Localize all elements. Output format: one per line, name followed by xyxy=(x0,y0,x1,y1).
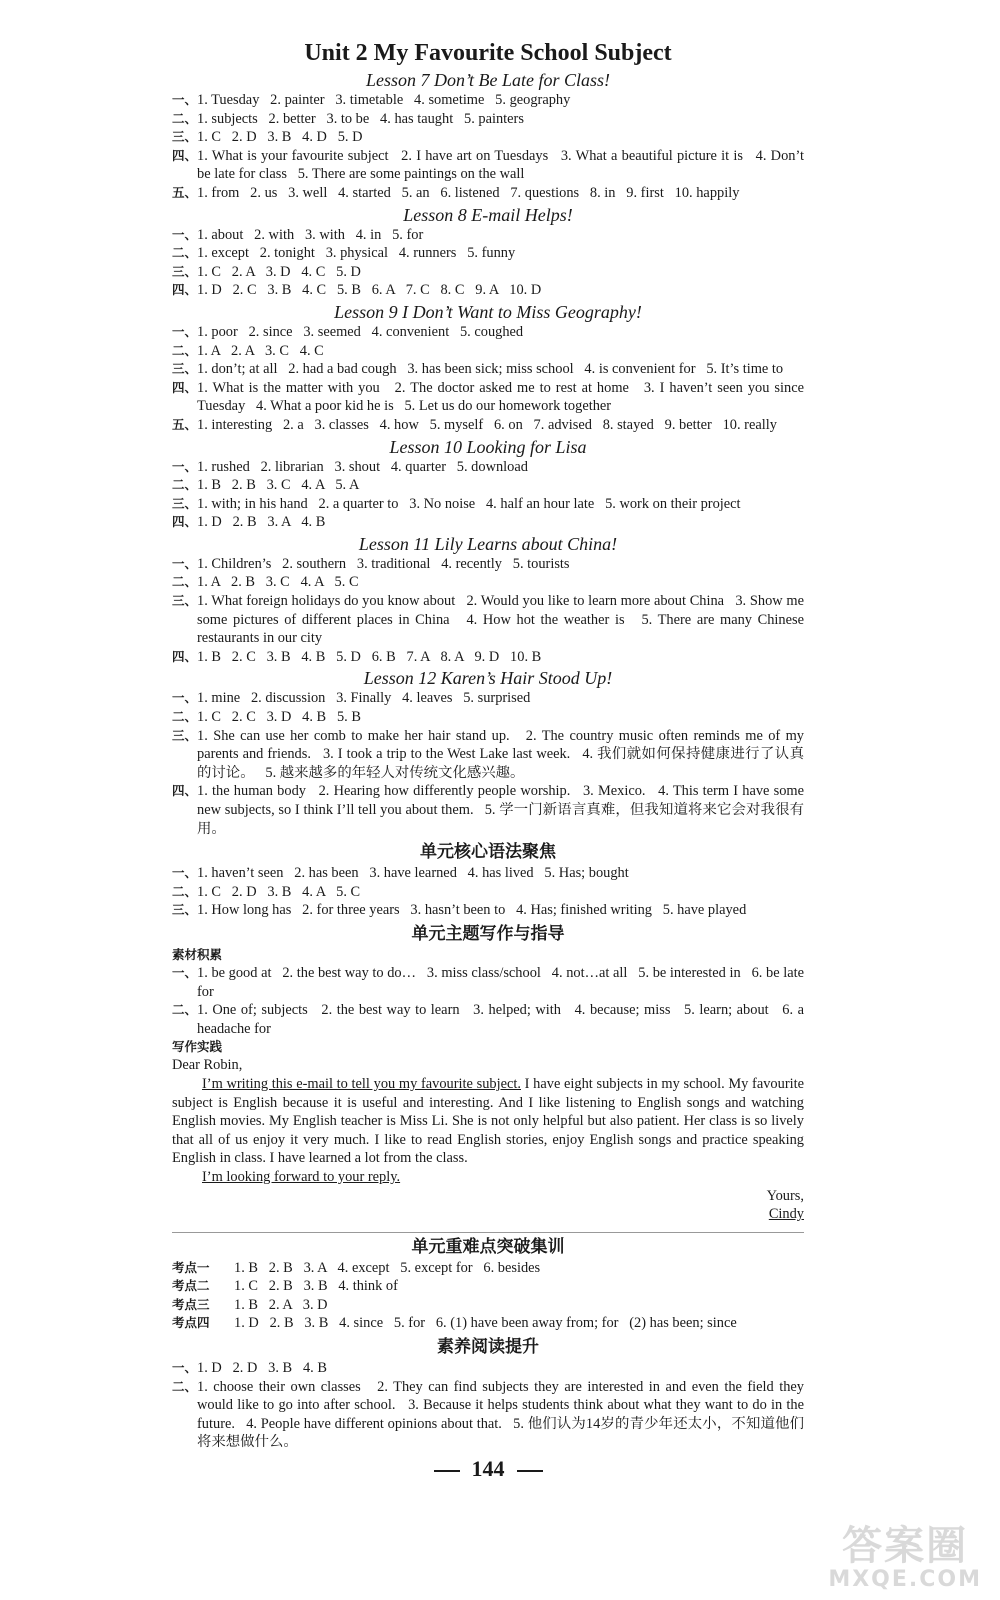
answer-text: 1. A 2. B 3. C 4. A 5. C xyxy=(197,574,359,591)
answer-text: 1. about 2. with 3. with 4. in 5. for xyxy=(197,226,424,243)
answer-text: 1. be good at 2. the best way to do… 3. miss class/school 4. not…at all 5. be interested in 6. be late for xyxy=(197,964,808,1000)
lesson-sections xyxy=(172,69,808,920)
answer-row xyxy=(172,323,804,342)
letter-signature-name: Cindy xyxy=(768,1206,804,1223)
answer-row xyxy=(172,1359,804,1378)
question-number: 二、 xyxy=(172,342,198,358)
answer-row xyxy=(172,1378,808,1452)
question-number: 二、 xyxy=(172,1002,198,1018)
answer-page xyxy=(172,38,808,1482)
materials-rows xyxy=(172,964,808,1038)
answer-row xyxy=(172,782,808,838)
answer-text: 1. except 2. tonight 3. physical 4. runners 5. funny xyxy=(197,245,516,262)
question-number: 五、 xyxy=(172,184,198,200)
answer-row xyxy=(172,727,808,783)
answer-row xyxy=(172,964,808,1001)
reading-rows xyxy=(172,1359,808,1452)
letter-paragraph-1 xyxy=(172,1075,804,1168)
lesson-block xyxy=(172,301,808,435)
answer-row xyxy=(172,416,804,435)
question-number: 三、 xyxy=(172,727,198,743)
answer-text: 1. interesting 2. a 3. classes 4. how 5. myself 6. on 7. advised 8. stayed 9. better 10. really xyxy=(197,416,777,433)
question-number: 五、 xyxy=(172,416,198,432)
question-number: 考点三 xyxy=(172,1296,210,1312)
answer-row xyxy=(172,476,804,495)
answer-row xyxy=(172,458,804,477)
sample-letter xyxy=(172,1056,804,1223)
answer-row xyxy=(172,689,804,708)
answer-text: 1. What is your favourite subject 2. I have art on Tuesdays 3. What a beautiful picture it is 4. Don’t be late for class 5. There are some paintings on the wall xyxy=(197,147,808,183)
answer-text: 1. mine 2. discussion 3. Finally 4. leaves 5. surprised xyxy=(197,690,531,707)
question-number: 二、 xyxy=(172,110,198,126)
question-number: 二、 xyxy=(172,574,198,590)
question-number: 二、 xyxy=(172,1378,198,1394)
letter-paragraph-2 xyxy=(172,1168,804,1187)
question-number: 考点二 xyxy=(172,1278,210,1294)
letter-body-text: I have eight subjects in my school. My favourite subject is English because it is useful and interesting. And I like listening to English songs and watching English movies. My English teacher is Miss Li. She is not only helpful but also patient. Her class is so lively that all of us enjoy it very much. I like to read English stories, enjoy English songs and practice speaking English in class. I have learned a lot from the class. xyxy=(172,1075,804,1167)
answer-text: 1. B 2. B 3. A 4. except 5. except for 6. besides xyxy=(234,1259,541,1276)
practice-label: 写作实践 xyxy=(172,1039,223,1055)
letter-closing: Yours, xyxy=(766,1187,804,1204)
answer-text: 1. One of; subjects 2. the best way to learn 3. helped; with 4. because; miss 5. learn; about 6. a headache for xyxy=(197,1002,808,1037)
answer-text: 1. How long has 2. for three years 3. hasn’t been to 4. Has; finished writing 5. have played xyxy=(197,902,747,919)
answer-text: 1. D 2. B 3. A 4. B xyxy=(197,514,326,531)
answer-row xyxy=(172,263,804,282)
answer-text: 1. from 2. us 3. well 4. started 5. an 6. listened 7. questions 8. in 9. first 10. happily xyxy=(197,184,740,201)
letter-salutation: Dear Robin, xyxy=(172,1057,243,1074)
page-number-value: 144 xyxy=(471,1456,505,1482)
answer-row xyxy=(172,1277,804,1296)
question-number: 考点四 xyxy=(172,1315,210,1331)
answer-text: 1. C 2. D 3. B 4. D 5. D xyxy=(197,129,363,146)
answer-text: 1. rushed 2. librarian 3. shout 4. quarter 5. download xyxy=(197,458,528,475)
question-number: 二、 xyxy=(172,477,198,493)
question-number: 一、 xyxy=(172,865,198,881)
writing-section xyxy=(172,923,808,1224)
question-number: 一、 xyxy=(172,92,198,107)
letter-signature xyxy=(172,1205,804,1224)
answer-row xyxy=(172,592,808,648)
answer-row xyxy=(172,495,804,514)
question-number: 四、 xyxy=(172,379,198,395)
question-number: 四、 xyxy=(172,282,198,298)
question-number: 三、 xyxy=(172,129,198,145)
answer-row xyxy=(172,555,804,574)
answer-text: 1. B 2. B 3. C 4. A 5. A xyxy=(197,477,360,494)
answer-text: 1. A 2. A 3. C 4. C xyxy=(197,342,324,359)
answer-text: 1. choose their own classes 2. They can find subjects they are interested in and even the field they would like to go into after school. 3. Because it helps students think about what they want to do in the future. 4. People have different opinions about that. 5. 他们认为14岁的青少年还太小，不知道他们将来想做什么。 xyxy=(197,1378,808,1451)
question-number: 三、 xyxy=(172,902,198,918)
answer-text: 1. D 2. C 3. B 4. C 5. B 6. A 7. C 8. C 9. A 10. D xyxy=(197,282,542,299)
page-number xyxy=(172,1456,804,1482)
answer-text: 1. C 2. D 3. B 4. A 5. C xyxy=(197,883,361,900)
lesson-block xyxy=(172,69,808,203)
reading-section xyxy=(172,1336,808,1452)
question-number: 一、 xyxy=(172,690,198,706)
lesson-title: Lesson 11 Lily Learns about China! xyxy=(358,533,618,554)
lesson-title: Lesson 7 Don’t Be Late for Class! xyxy=(365,70,610,90)
question-number: 四、 xyxy=(172,147,198,163)
lesson-block xyxy=(172,667,808,838)
lesson-title: Lesson 9 I Don’t Want to Miss Geography! xyxy=(334,301,642,322)
question-number: 一、 xyxy=(172,1360,198,1376)
answer-text: 1. C 2. B 3. B 4. think of xyxy=(234,1278,398,1295)
answer-row xyxy=(172,379,808,416)
watermark-logo-text: 答案圈 xyxy=(842,1523,969,1569)
breakthrough-section xyxy=(172,1236,804,1333)
answer-row xyxy=(172,184,804,203)
letter-closing-sentence: I’m looking forward to your reply. xyxy=(202,1168,401,1185)
question-number: 四、 xyxy=(172,783,198,799)
question-number: 四、 xyxy=(172,514,198,530)
answer-text: 1. haven’t seen 2. has been 3. have learned 4. has lived 5. Has; bought xyxy=(197,865,629,882)
watermark-domain: MXQE.COM xyxy=(828,1567,982,1592)
page-number-left-dash xyxy=(434,1470,460,1472)
lesson-block xyxy=(172,533,808,667)
lesson-title: Lesson 8 E-mail Helps! xyxy=(403,204,573,225)
lesson-title: Lesson 10 Looking for Lisa xyxy=(389,436,587,457)
answer-row xyxy=(172,708,804,727)
answer-row xyxy=(172,281,804,300)
question-number: 二、 xyxy=(172,709,198,725)
answer-text: 1. Tuesday 2. painter 3. timetable 4. sometime 5. geography xyxy=(197,92,571,108)
section-title: 单元核心语法聚焦 xyxy=(420,842,556,863)
answer-text: 1. the human body 2. Hearing how differently people worship. 3. Mexico. 4. This term I have some new subjects, so I think I’ll tell you about them. 5. 学一门新语言真难，但我知道将来它会对我很有用。 xyxy=(197,783,808,837)
grammar-block xyxy=(172,841,804,920)
answer-text: 1. with; in his hand 2. a quarter to 3. No noise 4. half an hour late 5. work on their project xyxy=(197,495,741,512)
answer-row xyxy=(172,883,804,902)
answer-row xyxy=(172,648,804,667)
answer-row xyxy=(172,91,804,110)
answer-text: 1. What foreign holidays do you know about 2. Would you like to learn more about China 3. Show me some pictures of different places in China 4. How hot the weather is 5. There are many Chinese restaurants in our city xyxy=(197,593,808,647)
lesson-block xyxy=(172,204,804,300)
answer-row xyxy=(172,147,808,184)
lesson-block xyxy=(172,436,804,532)
answer-row xyxy=(172,342,804,361)
breakthrough-rows xyxy=(172,1259,804,1333)
question-number: 三、 xyxy=(172,495,198,511)
answer-text: 1. D 2. D 3. B 4. B xyxy=(197,1360,327,1377)
answer-text: 1. C 2. C 3. D 4. B 5. B xyxy=(197,709,361,726)
answer-row xyxy=(172,1259,804,1278)
question-number: 一、 xyxy=(172,323,198,339)
materials-label: 素材积累 xyxy=(172,946,223,962)
answer-row xyxy=(172,110,804,129)
question-number: 考点一 xyxy=(172,1259,210,1275)
answer-text: 1. C 2. A 3. D 4. C 5. D xyxy=(197,263,361,280)
writing-title: 单元主题写作与指导 xyxy=(411,923,565,944)
site-watermark xyxy=(828,1524,982,1592)
answer-text: 1. Children’s 2. southern 3. traditional 4. recently 5. tourists xyxy=(197,555,570,572)
question-number: 一、 xyxy=(172,226,198,242)
answer-row xyxy=(172,1296,804,1315)
question-number: 一、 xyxy=(172,964,198,980)
answer-text: 1. B 2. C 3. B 4. B 5. D 6. B 7. A 8. A 9. D 10. B xyxy=(197,648,542,665)
question-number: 一、 xyxy=(172,555,198,571)
letter-opening-sentence: I’m writing this e-mail to tell you my favourite subject. xyxy=(202,1075,521,1092)
answer-row xyxy=(172,901,804,920)
answer-text: 1. D 2. B 3. B 4. since 5. for 6. (1) have been away from; for (2) has been; since xyxy=(234,1315,737,1332)
answer-text: 1. don’t; at all 2. had a bad cough 3. has been sick; miss school 4. is convenient for 5. It’s time to xyxy=(197,361,784,378)
answer-row xyxy=(172,1001,808,1038)
question-number: 一、 xyxy=(172,458,198,474)
question-number: 四、 xyxy=(172,648,198,664)
answer-text: 1. She can use her comb to make her hair stand up. 2. The country music often reminds me of my parents and friends. 3. I took a trip to the West Lake last week. 4. 我们就如何保持健康进行了认真的讨论。 5. 越来越多的年轻人对传统文化感兴趣。 xyxy=(197,727,808,781)
answer-row xyxy=(172,226,804,245)
question-number: 二、 xyxy=(172,245,198,261)
answer-row xyxy=(172,244,804,263)
answer-row xyxy=(172,864,804,883)
breakthrough-title: 单元重难点突破集训 xyxy=(411,1236,565,1257)
answer-text: 1. B 2. A 3. D xyxy=(234,1296,328,1313)
answer-row xyxy=(172,1314,804,1333)
section-divider xyxy=(172,1232,804,1233)
question-number: 二、 xyxy=(172,883,198,899)
question-number: 三、 xyxy=(172,361,198,377)
answer-row xyxy=(172,360,804,379)
page-number-right-dash xyxy=(517,1470,543,1472)
answer-text: 1. poor 2. since 3. seemed 4. convenient 5. coughed xyxy=(197,323,524,340)
reading-title: 素养阅读提升 xyxy=(437,1337,539,1358)
lesson-title: Lesson 12 Karen’s Hair Stood Up! xyxy=(363,668,613,689)
answer-row xyxy=(172,513,804,532)
question-number: 三、 xyxy=(172,263,198,279)
answer-row xyxy=(172,128,804,147)
answer-text: 1. subjects 2. better 3. to be 4. has taught 5. painters xyxy=(197,110,524,127)
answer-row xyxy=(172,573,804,592)
answer-text: 1. What is the matter with you 2. The doctor asked me to rest at home 3. I haven’t seen you since Tuesday 4. What a poor kid he is 5. Let us do our homework together xyxy=(197,379,808,415)
unit-title: Unit 2 My Favourite School Subject xyxy=(304,40,672,66)
question-number: 三、 xyxy=(172,593,198,609)
